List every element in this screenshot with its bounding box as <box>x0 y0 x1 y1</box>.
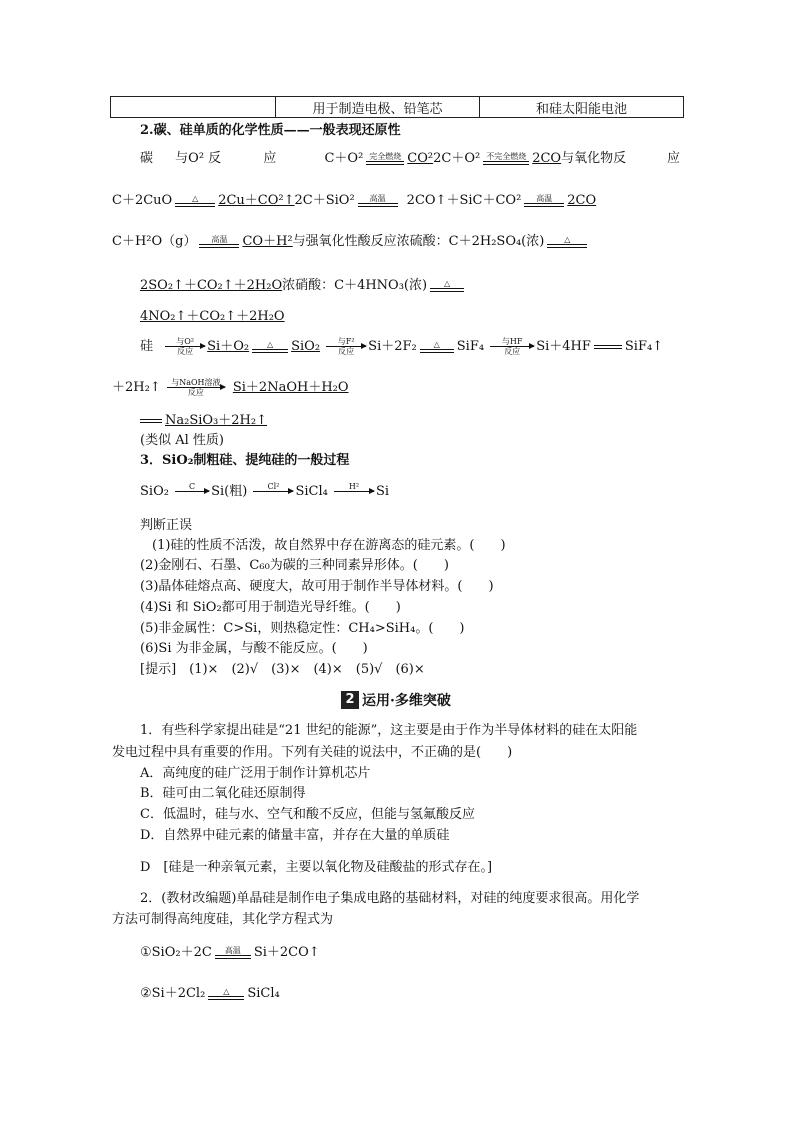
judge-item: (2)金刚石、石墨、C₆₀为碳的三种同素异形体。( ) <box>140 558 449 573</box>
carbon-line-3 <box>112 233 590 251</box>
arrow-react-naoh: 与NaOH溶液 反应 <box>167 378 225 397</box>
silicon-note: (类似 Al 性质) <box>140 433 224 448</box>
r2-right: SiCl₄ <box>247 986 280 1001</box>
arrow-hightemp-3: 高温 <box>199 235 239 248</box>
eq7-right: 2SO₂↑＋CO₂↑＋2H₂O <box>140 278 283 293</box>
arrow-incomplete: 不完全燃烧 <box>483 152 529 165</box>
si-eq4-right: Na₂SiO₃＋2H₂↑ <box>165 413 267 428</box>
section-badge: 2 <box>341 691 359 709</box>
arrow-react-hf: 与HF 反应 <box>490 337 534 356</box>
acid-text: 与强氧化性酸反应浓硫酸：C＋2H₂SO₄(浓) <box>292 234 545 249</box>
process-step-2: Si(粗) <box>211 484 248 499</box>
arrow-process-c: C <box>175 482 209 501</box>
si-eq3: Si＋4HF <box>536 339 591 354</box>
silicon-label: 硅 <box>140 339 154 354</box>
silicon-line-1 <box>140 337 680 356</box>
arrow-plain: △ <box>420 340 454 353</box>
q2-reaction-2 <box>140 985 280 1003</box>
eq6-right: CO＋H² <box>242 234 293 249</box>
q1-answer: D [硅是一种亲氧元素，主要以氧化物及硅酸盐的形式存在。] <box>140 860 493 875</box>
arrow-r2: △ <box>208 987 244 1000</box>
judge-item: (3)晶体硅熔点高、硬度大，故可用于制作半导体材料。( ) <box>140 579 494 594</box>
arrow-r1: 高温 <box>215 946 251 959</box>
carbon-o2-text: 与O² 反 <box>175 151 222 166</box>
q1-option: A．高纯度的硅广泛用于制作计算机芯片 <box>140 766 371 781</box>
q1-option: D．自然界中硅元素的储量丰富，并存在大量的单质硅 <box>140 828 450 843</box>
section-heading-3: 3．SiO₂制粗硅、提纯硅的一般过程 <box>140 453 350 468</box>
arrow-process-cl2: Cl² <box>253 482 293 501</box>
eq6-left: C＋H²O（g） <box>112 234 197 249</box>
arrow-hightemp: 高温 <box>358 194 398 207</box>
process-line <box>140 482 389 501</box>
q1-line-1: 1．有些科学家提出硅是“21 世纪的能源”，这主要是由于作为半导体材料的硅在太阳能 <box>140 723 638 738</box>
oxide-text: 与氧化物反 <box>561 151 627 166</box>
si-eq3-tail: ＋2H₂↑ <box>112 380 161 395</box>
nitric-text: 浓硝酸：C＋4HNO₃(浓) <box>282 278 428 293</box>
si-eq4: Si＋2NaOH＋H₂O <box>232 380 349 395</box>
eq5-left: ＋SiC＋CO² <box>446 193 522 208</box>
eq4-left: 2C＋SiO² <box>294 193 355 208</box>
hint-line: [提示] (1)× (2)√ (3)× (4)× (5)√ (6)× <box>140 662 425 677</box>
process-step-3: SiCl₄ <box>295 484 328 499</box>
judge-item: (5)非金属性：C>Si，则热稳定性：CH₄>SiH₄。( ) <box>140 621 465 636</box>
silicon-line-2 <box>112 378 349 397</box>
q2-reaction-1 <box>140 944 320 962</box>
arrow-eq-2 <box>140 419 162 423</box>
si-eq3-right: SiF₄↑ <box>624 339 664 354</box>
arrow-react-o2: 与O² 反应 <box>165 337 205 356</box>
arrow-react-f2: 与F² 反应 <box>326 337 366 356</box>
eq2-left: 2C＋O² <box>433 151 481 166</box>
eq3-right: 2Cu＋CO²↑ <box>218 193 295 208</box>
carbon-ying: 应 <box>263 151 277 166</box>
si-eq1: Si＋O₂ <box>207 339 250 354</box>
arrow-heat-3: △ <box>430 279 464 292</box>
carbon-ying-2: 应 <box>666 151 680 166</box>
q2-line-1: 2．(教材改编题)单晶硅是制作电子集成电路的基础材料，对硅的纯度要求很高。用化学 <box>140 891 640 906</box>
q1-option: C．低温时，硅与水、空气和酸不反应，但能与氢氟酸反应 <box>140 807 475 822</box>
section-title-text: 运用·多维突破 <box>362 693 451 709</box>
q1-option: B．硅可由二氧化硅还原制得 <box>140 786 306 801</box>
arrow-complete: 完全燃烧 <box>366 152 404 165</box>
eq8-right: 4NO₂↑＋CO₂↑＋2H₂O <box>140 309 285 324</box>
carbon-line-1 <box>140 150 680 168</box>
silicon-line-3 <box>140 412 267 430</box>
judge-title: 判断正误 <box>140 518 193 533</box>
table-cell: 用于制造电极、铅笔芯 <box>276 97 480 118</box>
eq1-left: C＋O² <box>324 151 364 166</box>
q2-line-2: 方法可制得高纯度硅，其化学方程式为 <box>112 912 334 927</box>
table-row <box>111 97 684 118</box>
eq3-left: C＋2CuO <box>112 193 173 208</box>
property-table <box>110 96 684 118</box>
si-eq2-right: SiF₄ <box>456 339 485 354</box>
r1-left: ①SiO₂＋2C <box>140 945 212 960</box>
eq1-right: CO² <box>407 151 434 166</box>
eq2-right: 2CO <box>532 151 562 166</box>
table-cell: 和硅太阳能电池 <box>480 97 684 118</box>
carbon-label: 碳 <box>140 151 154 166</box>
carbon-line-4 <box>140 277 467 295</box>
arrow-heat-2: △ <box>547 235 587 248</box>
eq5-right: 2CO <box>567 193 597 208</box>
si-eq2: Si＋2F₂ <box>368 339 417 354</box>
table-cell <box>111 97 276 118</box>
arrow-heat-4: △ <box>252 340 288 353</box>
carbon-line-2 <box>112 192 596 210</box>
arrow-heat: △ <box>175 194 215 207</box>
arrow-process-h2: H² <box>334 482 374 501</box>
r1-right: Si＋2CO↑ <box>253 945 320 960</box>
process-step-1: SiO₂ <box>140 484 169 499</box>
section-title <box>341 690 451 710</box>
eq4-right: 2CO↑ <box>406 193 447 208</box>
r2-left: ②Si＋2Cl₂ <box>140 986 206 1001</box>
arrow-hightemp-2: 高温 <box>524 194 564 207</box>
q1-line-2: 发电过程中具有重要的作用。下列有关硅的说法中，不正确的是( ) <box>112 745 513 760</box>
si-eq1-right: SiO₂ <box>291 339 321 354</box>
judge-item: (1)硅的性质不活泼，故自然界中存在游离态的硅元素。( ) <box>152 538 506 553</box>
judge-item: (4)Si 和 SiO₂都可用于制造光导纤维。( ) <box>140 600 401 615</box>
judge-item: (6)Si 为非金属，与酸不能反应。( ) <box>140 641 368 656</box>
carbon-line-5 <box>140 308 285 326</box>
section-heading-2: 2.碳、硅单质的化学性质——一般表现还原性 <box>140 123 401 138</box>
arrow-eq <box>594 345 622 349</box>
process-step-4: Si <box>375 484 390 499</box>
